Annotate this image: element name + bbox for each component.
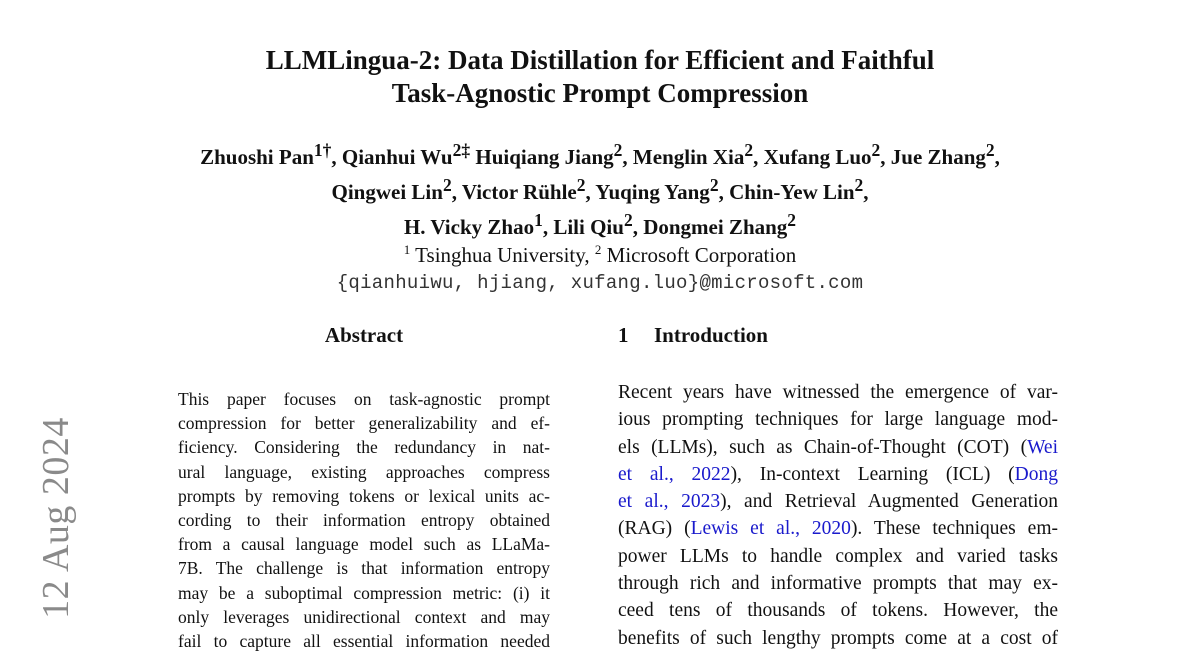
introduction-text: Recent years have witnessed the emergence of var- xyxy=(618,382,1058,403)
author-name: Lili Qiu xyxy=(553,215,624,239)
author-separator: , xyxy=(451,180,462,204)
introduction-line xyxy=(618,434,1058,461)
abstract-heading: Abstract xyxy=(324,323,404,347)
author-affiliation-marker: 2‡ xyxy=(452,140,471,160)
introduction-text: ious prompting techniques for large language mod- xyxy=(618,409,1058,431)
author-separator: , xyxy=(863,180,869,204)
introduction-text: ), and Retrieval Augmented Generation xyxy=(720,491,1058,513)
introduction-line xyxy=(618,570,1058,597)
author-affiliation-marker: 2 xyxy=(576,175,586,195)
introduction-text: through rich and informative prompts that may ex- xyxy=(618,573,1058,595)
affiliation-1: Tsinghua University, xyxy=(415,243,590,267)
citation-link[interactable]: Lewis et al., 2020 xyxy=(690,518,851,540)
author-name: Qingwei Lin xyxy=(331,180,443,204)
abstract-line: only leverages unidirectional context and may xyxy=(178,606,550,627)
author-affiliation-marker: 2 xyxy=(709,175,719,195)
affiliation-marker-1: 1 xyxy=(403,242,411,257)
introduction-line xyxy=(618,379,1058,406)
introduction-body xyxy=(618,379,1058,652)
author-name: Dongmei Zhang xyxy=(643,215,788,239)
author-name: Victor Rühle xyxy=(461,180,577,204)
introduction-line xyxy=(618,461,1058,488)
author-separator: , xyxy=(331,145,342,169)
introduction-text: (RAG) ( xyxy=(618,518,691,540)
author-name: Yuqing Yang xyxy=(595,180,710,204)
introduction-line xyxy=(618,543,1058,570)
author-line-1 xyxy=(0,136,1200,171)
author-separator: , xyxy=(718,180,730,204)
abstract-line: from a causal language model such as LLaMa- xyxy=(178,534,550,555)
author-name: Menglin Xia xyxy=(632,145,745,169)
section-number: 1 xyxy=(618,323,629,347)
section-heading-introduction xyxy=(618,322,768,348)
author-separator: , xyxy=(880,145,891,169)
introduction-text: ), In-context Learning (ICL) ( xyxy=(730,463,1015,485)
affiliation-2: Microsoft Corporation xyxy=(606,243,797,267)
introduction-text: benefits of such lengthy prompts come at a cost of xyxy=(618,627,1058,649)
abstract-line: ficiency. Considering the redundancy in nat- xyxy=(178,437,550,458)
citation-link[interactable]: Wei xyxy=(1027,436,1058,458)
abstract-body xyxy=(178,387,550,653)
author-affiliation-marker: 2 xyxy=(442,175,452,195)
abstract-line: fail to capture all essential information needed xyxy=(178,631,550,652)
arxiv-date-stamp: 12 Aug 2024 xyxy=(35,417,77,619)
author-separator: , xyxy=(622,145,633,169)
affiliation-marker-2: 2 xyxy=(594,242,602,257)
author-separator: , xyxy=(542,215,554,239)
author-affiliation-marker: 2 xyxy=(744,140,754,160)
author-affiliation-marker: 1 xyxy=(534,210,543,230)
author-name: Xufang Luo xyxy=(763,145,872,169)
citation-link[interactable]: Dong xyxy=(1014,463,1058,485)
paper-title xyxy=(0,44,1200,110)
contact-email: {qianhuiwu, hjiang, xufang.luo}@microsoft.com xyxy=(336,272,864,294)
abstract-line: cording to their information entropy obtained xyxy=(178,510,550,531)
author-affiliation-marker: 2 xyxy=(613,140,623,160)
author-affiliation-marker: 2 xyxy=(787,210,797,230)
author-name: H. Vicky Zhao xyxy=(403,215,535,239)
author-separator: , xyxy=(753,145,764,169)
introduction-text: ceed tens of thousands of tokens. However, the xyxy=(618,600,1058,622)
abstract-line: This paper focuses on task-agnostic prompt xyxy=(178,389,550,409)
author-affiliation-marker: 2 xyxy=(623,210,633,230)
author-affiliation-marker: 1† xyxy=(313,140,332,160)
author-separator: , xyxy=(632,215,644,239)
introduction-text: power LLMs to handle complex and varied tasks xyxy=(618,545,1058,567)
section-title: Introduction xyxy=(654,323,768,347)
author-affiliation-marker: 2 xyxy=(854,175,864,195)
author-block xyxy=(0,136,1200,297)
author-name: Zhuoshi Pan xyxy=(200,145,314,169)
citation-link[interactable]: et al., 2022 xyxy=(618,463,731,485)
abstract-line: prompts by removing tokens or lexical units ac- xyxy=(178,485,550,506)
author-name: Huiqiang Jiang xyxy=(475,145,614,169)
author-line-3 xyxy=(0,206,1200,241)
author-separator: , xyxy=(585,180,596,204)
title-line-1: LLMLingua-2: Data Distillation for Efficient and Faithful xyxy=(265,45,935,75)
affiliations xyxy=(0,241,1200,269)
author-name: Chin-Yew Lin xyxy=(729,180,855,204)
author-name: Qianhui Wu xyxy=(341,145,453,169)
abstract-line: may be a suboptimal compression metric: (i) it xyxy=(178,582,550,603)
author-name: Jue Zhang xyxy=(890,145,986,169)
title-line-2: Task-Agnostic Prompt Compression xyxy=(391,78,809,108)
introduction-text: els (LLMs), such as Chain-of-Thought (COT) ( xyxy=(618,436,1028,458)
introduction-line xyxy=(618,488,1058,515)
abstract-line: 7B. The challenge is that information entropy xyxy=(178,558,550,579)
introduction-line xyxy=(618,515,1058,542)
abstract-line: ural language, existing approaches compress xyxy=(178,461,550,482)
introduction-line xyxy=(618,406,1058,433)
citation-link[interactable]: et al., 2023 xyxy=(618,491,721,513)
author-affiliation-marker: 2 xyxy=(871,140,881,160)
introduction-text: ). These techniques em- xyxy=(850,518,1058,540)
introduction-line xyxy=(618,597,1058,624)
abstract-line: compression for better generalizability and ef- xyxy=(178,413,550,434)
author-separator: , xyxy=(994,145,1000,169)
author-affiliation-marker: 2 xyxy=(985,140,995,160)
author-line-2 xyxy=(0,171,1200,206)
